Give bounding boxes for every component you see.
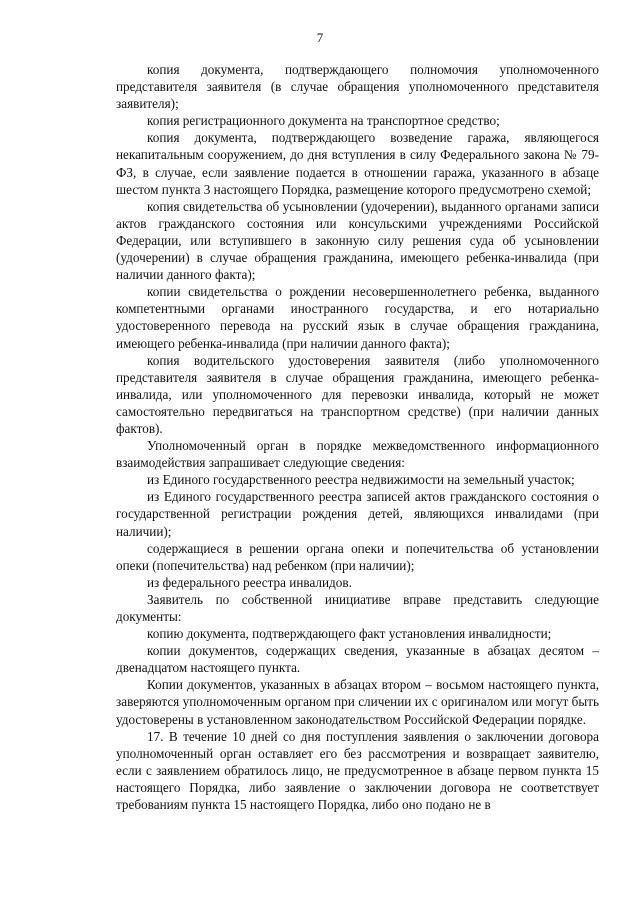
paragraph-birth-certificate: копии свидетельства о рождении несовершеннолетнего ребенка, выданного компетентными органами иностранного государства, и его нотариально удостоверенного перевода на русский язык в случае обращения гражданина, имеющего ребенка-инвалида (при наличии данного факта); xyxy=(116,284,599,351)
paragraph-clause-17: 17. В течение 10 дней со дня поступления заявления о заключении договора уполномоченный орган оставляет его без рассмотрения и возвращает заявителю, если с заявлением обратилось лицо, не предусмотренное в абзаце первом пункта 15 настоящего Порядка, либо заявление о заключении договора не соответствует требованиям пункта 15 настоящего Порядка, либо оно подано не в xyxy=(116,728,599,813)
paragraph-adoption-certificate: копия свидетельства об усыновлении (удочерении), выданного органами записи актов гражданского состояния или консульскими учреждениями Российской Федерации, или вступившего в законную силу решения суда об усыновлении (удочерении) в случае обращения гражданина, имеющего ребенка-инвалида (при наличии данного факта); xyxy=(116,198,599,283)
paragraph-document-copies: копии документов, содержащих сведения, указанные в абзацах десятом – двенадцатом настоящего пункта. xyxy=(116,643,599,676)
paragraph-vehicle-registration: копия регистрационного документа на транспортное средство; xyxy=(147,113,500,129)
paragraph-certification: Копии документов, указанных в абзацах втором – восьмом настоящего пункта, заверяются уполномоченным органом при сличении их с оригиналом или могут быть удостоверены в установленном законодательством Российской Федерации порядке. xyxy=(116,677,599,727)
paragraph-guardianship-decision: содержащиеся в решении органа опеки и попечительства об установлении опеки (попечительства) над ребенком (при наличии); xyxy=(116,540,599,573)
paragraph-disability-proof: копию документа, подтверждающего факт установления инвалидности; xyxy=(147,626,552,642)
page-number: 7 xyxy=(316,30,324,45)
paragraph-applicant-initiative: Заявитель по собственной инициативе вправе представить следующие документы: xyxy=(116,591,599,624)
paragraph-disability-registry: из федерального реестра инвалидов. xyxy=(147,574,352,590)
paragraph-interagency-request: Уполномоченный орган в порядке межведомственного информационного взаимодействия запрашивает следующие сведения: xyxy=(116,438,599,471)
document-body xyxy=(116,61,599,813)
paragraph-representative-authority: копия документа, подтверждающего полномочия уполномоченного представителя заявителя (в случае обращения уполномоченного представителя заявителя); xyxy=(116,62,599,112)
paragraph-real-estate-registry: из Единого государственного реестра недвижимости на земельный участок; xyxy=(147,472,575,488)
paragraph-garage-construction: копия документа, подтверждающего возведение гаража, являющегося некапитальным сооружением, до дня вступления в силу Федерального закона № 79-ФЗ, в случае, если заявление подается в отношении гаража, указанного в абзаце шестом пункта 3 настоящего Порядка, размещение которого предусмотрено схемой; xyxy=(116,130,599,197)
paragraph-driver-license: копия водительского удостоверения заявителя (либо уполномоченного представителя заявителя в случае обращения гражданина, имеющего ребенка-инвалида, или уполномоченного для перевозки инвалида, который не может самостоятельно передвигаться на транспортном средстве) (при наличии данных фактов). xyxy=(116,352,599,436)
paragraph-civil-registry: из Единого государственного реестра записей актов гражданского состояния о государственной регистрации рождения детей, являющихся инвалидами (при наличии); xyxy=(116,489,599,539)
